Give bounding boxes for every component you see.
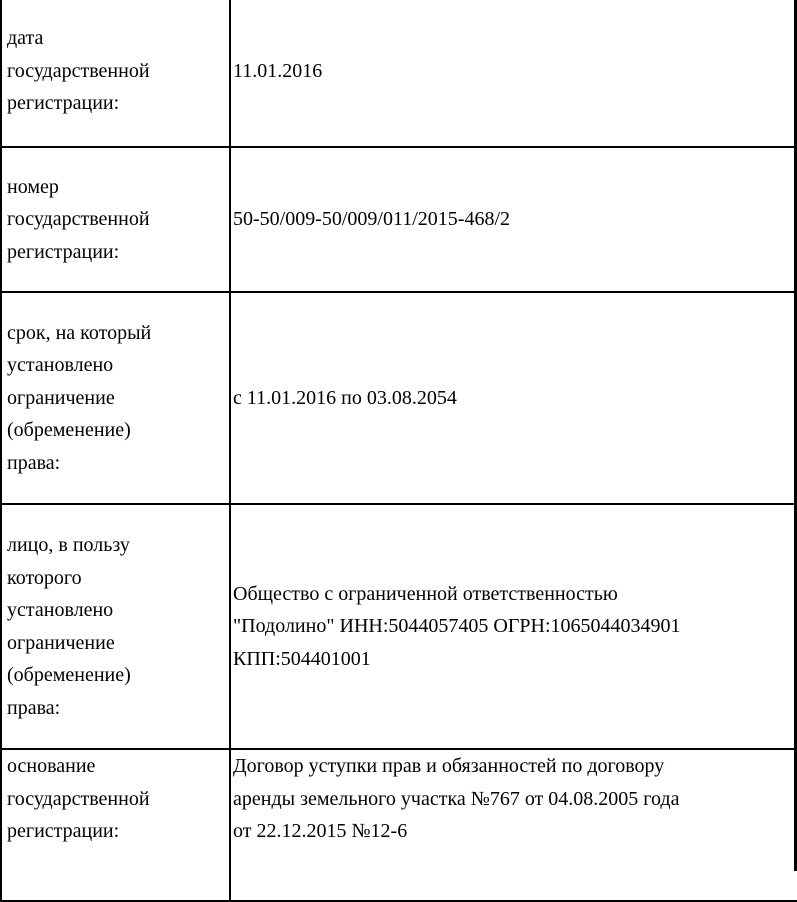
field-value bbox=[230, 147, 797, 292]
value-line: с 11.01.2016 по 03.08.2054 bbox=[233, 386, 457, 409]
value-line: КПП:504401001 bbox=[233, 647, 371, 670]
table-row-registration-basis bbox=[1, 749, 797, 901]
field-label bbox=[1, 0, 230, 147]
table-row-registration-date bbox=[1, 0, 797, 147]
label-line: права: bbox=[7, 696, 61, 719]
label-line: регистрации: bbox=[7, 240, 120, 263]
label-line: срок, на который bbox=[7, 321, 152, 344]
label-line: регистрации: bbox=[7, 820, 120, 842]
field-label bbox=[1, 749, 230, 901]
label-line: государственной bbox=[7, 787, 150, 810]
value-line: от 22.12.2015 №12-6 bbox=[233, 820, 408, 842]
value-line: "Подолино" ИНН:5044057405 ОГРН:1065044034901 bbox=[233, 615, 681, 638]
table-row-restriction-term bbox=[1, 292, 797, 504]
label-line: дата bbox=[7, 27, 44, 50]
value-line: Общество с ограниченной ответственностью bbox=[233, 582, 618, 605]
field-value bbox=[230, 0, 797, 147]
table-row-registration-number bbox=[1, 147, 797, 292]
field-label bbox=[1, 147, 230, 292]
value-line: 11.01.2016 bbox=[233, 59, 323, 82]
label-line: (обременение) bbox=[7, 664, 131, 686]
label-line: ограничение bbox=[7, 631, 115, 654]
label-line: установлено bbox=[7, 354, 114, 377]
label-line: установлено bbox=[7, 599, 114, 621]
table-row-beneficiary bbox=[1, 504, 797, 749]
label-line: (обременение) bbox=[7, 419, 131, 442]
value-line: 50-50/009-50/009/011/2015-468/2 bbox=[233, 208, 511, 231]
value-line: Договор уступки прав и обязанностей по договору bbox=[233, 755, 665, 777]
field-value bbox=[230, 749, 797, 901]
label-line: номер bbox=[7, 175, 59, 198]
label-line: государственной bbox=[7, 59, 150, 82]
label-line: регистрации: bbox=[7, 92, 120, 115]
value-line: аренды земельного участка №767 от 04.08.2005 года bbox=[233, 787, 680, 810]
field-value bbox=[230, 292, 797, 504]
label-line: права: bbox=[7, 451, 61, 474]
label-line: которого bbox=[7, 566, 82, 589]
field-value bbox=[230, 504, 797, 749]
field-label bbox=[1, 504, 230, 749]
label-line: лицо, в пользу bbox=[7, 534, 130, 556]
field-label bbox=[1, 292, 230, 504]
label-line: государственной bbox=[7, 208, 150, 231]
label-line: ограничение bbox=[7, 386, 115, 409]
label-line: основание bbox=[7, 755, 96, 777]
